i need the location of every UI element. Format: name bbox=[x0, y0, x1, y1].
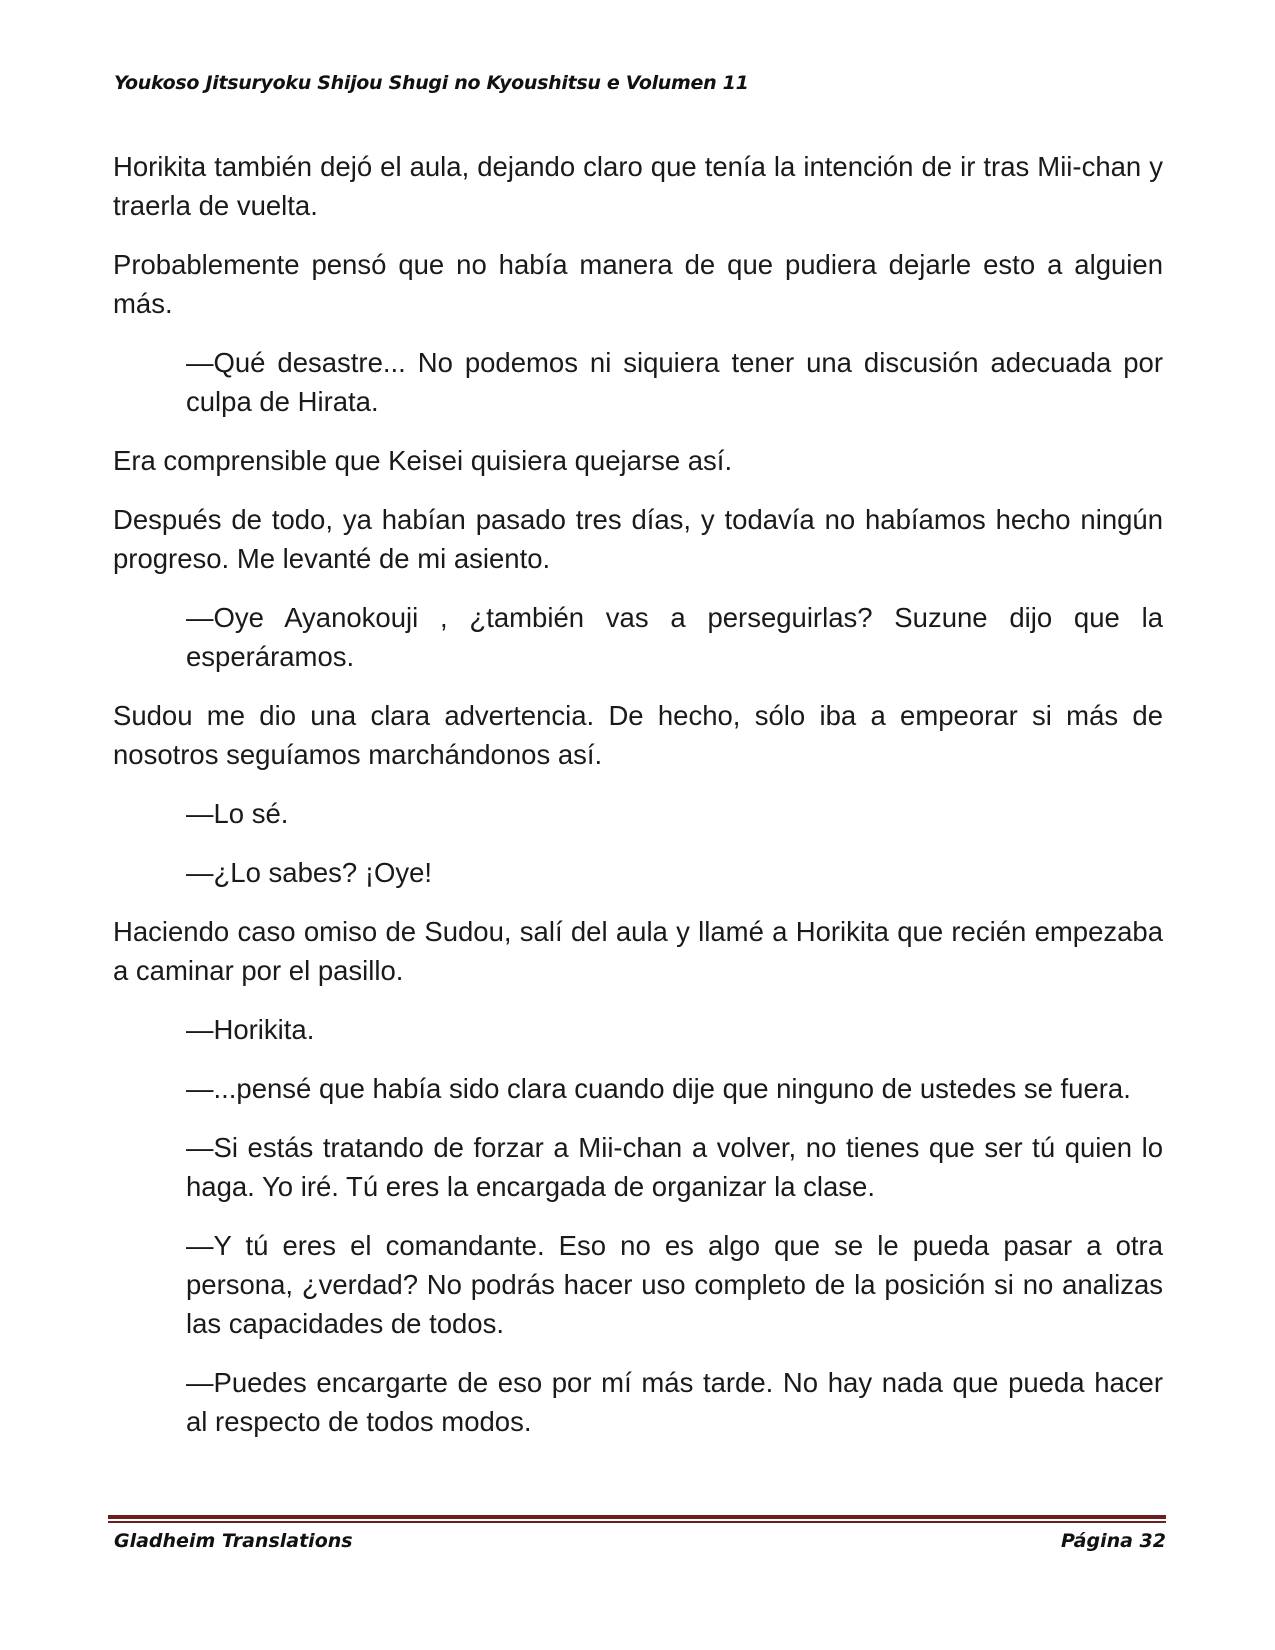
page-number: Página 32 bbox=[1060, 1530, 1166, 1552]
dialog-line: —Oye Ayanokouji , ¿también vas a perseguirlas? Suzune dijo que la esperáramos. bbox=[186, 602, 1163, 672]
dialog-line: —Puedes encargarte de eso por mí más tarde. No hay nada que pueda hacer al respecto de todos modos. bbox=[186, 1367, 1163, 1437]
paragraph: Sudou me dio una clara advertencia. De hecho, sólo iba a empeorar si más de nosotros seguíamos marchándonos así. bbox=[113, 700, 1163, 770]
dialog-line: —Y tú eres el comandante. Eso no es algo que se le pueda pasar a otra persona, ¿verdad? No podrás hacer uso completo de la posición si no analizas las capacidades de todos. bbox=[186, 1230, 1163, 1339]
dialog-line: —Qué desastre... No podemos ni siquiera tener una discusión adecuada por culpa de Hirata. bbox=[186, 347, 1163, 417]
paragraph: Después de todo, ya habían pasado tres días, y todavía no habíamos hecho ningún progreso. Me levanté de mi asiento. bbox=[113, 504, 1163, 574]
paragraph: Probablemente pensó que no había manera de que pudiera dejarle esto a alguien más. bbox=[113, 249, 1163, 319]
paragraph: Haciendo caso omiso de Sudou, salí del aula y llamé a Horikita que recién empezaba a caminar por el pasillo. bbox=[113, 916, 1163, 986]
page-body bbox=[113, 147, 1163, 1461]
paragraph: Era comprensible que Keisei quisiera quejarse así. bbox=[113, 445, 733, 476]
dialog-line: —¿Lo sabes? ¡Oye! bbox=[186, 857, 433, 888]
running-header: Youkoso Jitsuryoku Shijou Shugi no Kyoushitsu e Volumen 11 bbox=[114, 72, 749, 94]
dialog-line: —Lo sé. bbox=[186, 798, 289, 829]
dialog-line: —...pensé que había sido clara cuando dije que ninguno de ustedes se fuera. bbox=[186, 1073, 1131, 1104]
dialog-line: —Horikita. bbox=[186, 1014, 315, 1045]
footer-divider-thick-line bbox=[108, 1515, 1166, 1519]
footer-divider bbox=[108, 1515, 1166, 1523]
dialog-line: —Si estás tratando de forzar a Mii-chan a volver, no tienes que ser tú quien lo haga. Yo iré. Tú eres la encargada de organizar la clase. bbox=[186, 1132, 1163, 1202]
paragraph: Horikita también dejó el aula, dejando claro que tenía la intención de ir tras Mii-chan y traerla de vuelta. bbox=[113, 151, 1163, 221]
footer-divider-thin-line bbox=[108, 1521, 1166, 1523]
footer-credit: Gladheim Translations bbox=[114, 1530, 353, 1552]
